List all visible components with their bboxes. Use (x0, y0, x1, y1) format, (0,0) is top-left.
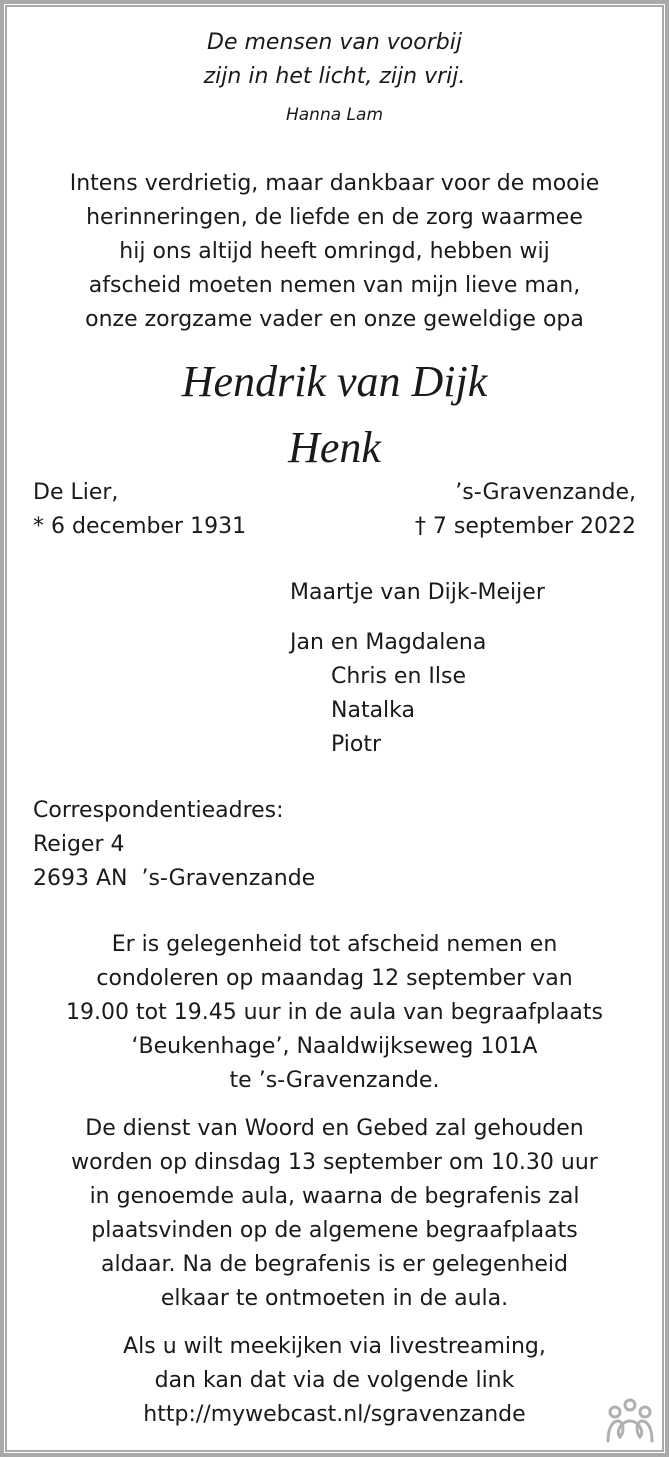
livestream-line: Als u wilt meekijken via livestreaming, (123, 1334, 546, 1359)
condolence-line: Er is gelegenheid tot afscheid nemen en (111, 932, 558, 957)
intro-line: hij ons altijd heeft omringd, hebben wij (119, 239, 550, 264)
intro-line: herinneringen, de liefde en de zorg waarmee (86, 205, 583, 230)
address-street: Reiger 4 (33, 832, 125, 857)
service-line: worden op dinsdag 13 september om 10.30 uur (71, 1150, 598, 1175)
service-line: in genoemde aula, waarna de begrafenis zal (89, 1184, 580, 1209)
intro-line: onze zorgzame vader en onze geweldige opa (85, 307, 584, 332)
children: Jan en Magdalena (290, 630, 487, 655)
grandchild: Piotr (331, 732, 382, 757)
birth-place: De Lier, (33, 480, 119, 505)
deceased-nickname: Henk (288, 423, 381, 472)
livestream-line: dan kan dat via de volgende link (154, 1368, 515, 1393)
address-city: 2693 AN ’s-Gravenzande (33, 866, 316, 891)
grandchild: Chris en Ilse (331, 664, 466, 689)
people-logo-icon (605, 1397, 655, 1443)
livestream-link[interactable]: http://mywebcast.nl/sgravenzande (143, 1402, 526, 1427)
service-line: elkaar te ontmoeten in de aula. (160, 1286, 509, 1311)
death-date: † 7 september 2022 (414, 514, 636, 539)
condolence-line: ‘Beukenhage’, Naaldwijkseweg 101A (131, 1034, 538, 1059)
poem-author: Hanna Lam (285, 105, 384, 125)
spouse: Maartje van Dijk-Meijer (290, 580, 545, 605)
address-label: Correspondentieadres: (33, 798, 284, 823)
intro-line: afscheid moeten nemen van mijn lieve man, (88, 273, 581, 298)
service-line: De dienst van Woord en Gebed zal gehouden (85, 1116, 584, 1141)
birth-date: * 6 december 1931 (33, 514, 247, 539)
death-place: ’s-Gravenzande, (455, 480, 636, 505)
condolence-line: te ’s-Gravenzande. (229, 1068, 440, 1093)
condolence-line: condoleren op maandag 12 september van (96, 966, 573, 991)
deceased-name: Hendrik van Dijk (181, 357, 488, 406)
poem-line: De mensen van voorbij (207, 30, 462, 55)
poem-line: zijn in het licht, zijn vrij. (203, 64, 466, 89)
condolence-line: 19.00 tot 19.45 uur in de aula van begraafplaats (66, 1000, 603, 1025)
intro-line: Intens verdrietig, maar dankbaar voor de mooie (69, 171, 600, 196)
service-line: aldaar. Na de begrafenis is er gelegenheid (100, 1252, 569, 1277)
service-line: plaatsvinden op de algemene begraafplaats (91, 1218, 578, 1243)
grandchild: Natalka (331, 698, 415, 723)
